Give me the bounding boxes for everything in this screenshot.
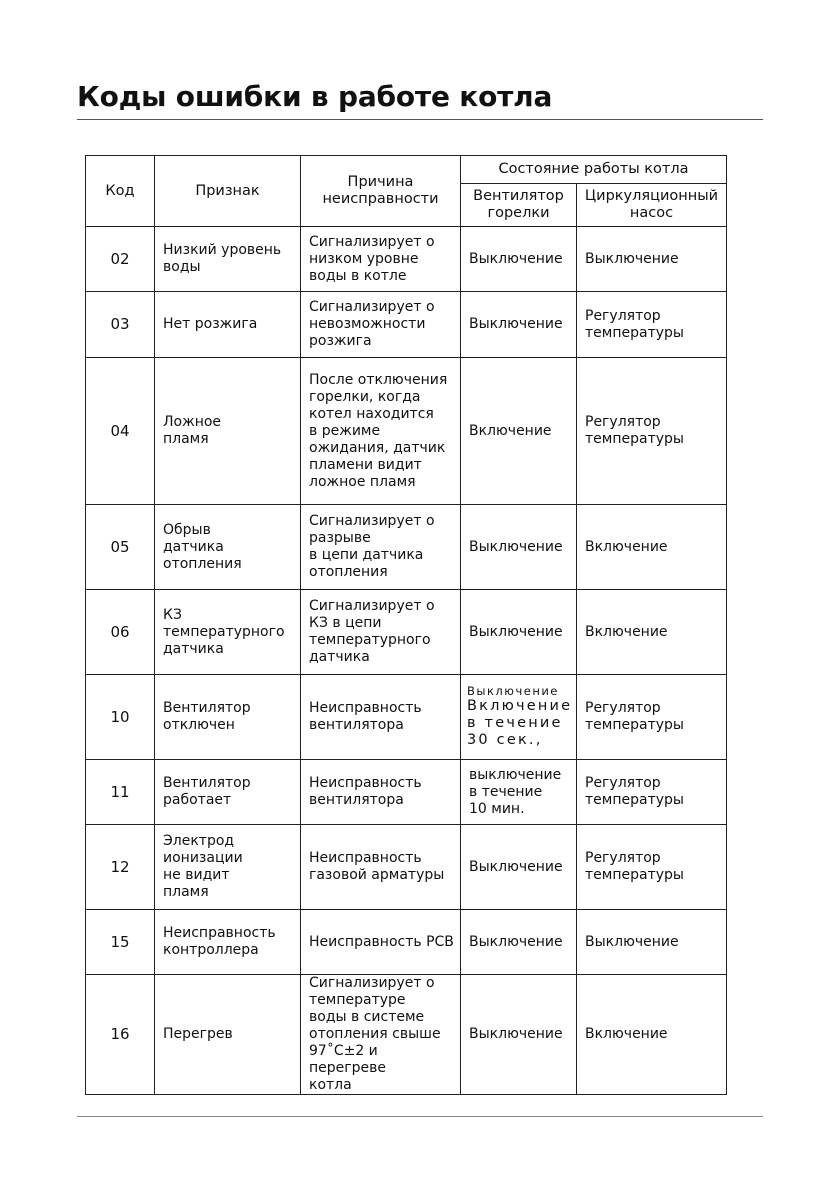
row-cause-text: Неисправность PCB	[309, 933, 454, 950]
row-symptom	[155, 910, 301, 975]
row-pump	[577, 590, 727, 675]
row-symptom	[155, 292, 301, 358]
row-fan	[461, 760, 577, 825]
row-cause-text: Сигнализирует о температуре воды в системе отопления свыше 97˚C±2 и перегреве котла	[309, 975, 441, 1093]
row-cause	[301, 227, 461, 292]
row-fan-text: Выключение	[469, 316, 563, 332]
row-cause	[301, 975, 461, 1095]
row-symptom	[155, 505, 301, 590]
row-symptom	[155, 675, 301, 760]
row-cause-text: Сигнализирует о КЗ в цепи температурного датчика	[309, 598, 435, 665]
row-fan	[461, 358, 577, 505]
row-cause-text: Неисправность вентилятора	[309, 700, 422, 733]
row-fan	[461, 292, 577, 358]
row-symptom-text: Вентилятор работает	[163, 775, 251, 808]
row-fan-text: Выключение	[469, 623, 563, 640]
title-divider	[77, 119, 763, 120]
row-symptom	[155, 590, 301, 675]
row-symptom-text: Ложное пламя	[163, 414, 222, 447]
row-code: 06	[86, 590, 155, 675]
row-pump	[577, 910, 727, 975]
row-pump	[577, 760, 727, 825]
row-cause-text: Неисправность газовой арматуры	[309, 850, 445, 883]
row-fan	[461, 825, 577, 910]
row-pump	[577, 292, 727, 358]
row-symptom-text: Нет розжига	[163, 316, 258, 332]
row-cause	[301, 910, 461, 975]
table-row	[86, 760, 727, 825]
row-code: 12	[86, 825, 155, 910]
row-pump-text: Регулятор температуры	[585, 700, 684, 733]
header-pump-text: Циркуляционный насос	[584, 188, 719, 221]
row-cause	[301, 825, 461, 910]
header-symptom: Признак	[155, 156, 301, 227]
row-code: 02	[86, 227, 155, 292]
row-cause	[301, 292, 461, 358]
row-fan-text: Выключение	[469, 1026, 563, 1042]
row-pump-text: Регулятор температуры	[585, 775, 684, 808]
row-symptom-text: Обрыв датчика отопления	[163, 521, 242, 572]
table-row	[86, 358, 727, 505]
row-pump	[577, 825, 727, 910]
row-pump	[577, 505, 727, 590]
row-cause	[301, 760, 461, 825]
row-code: 03	[86, 292, 155, 358]
row-fan-text: Включение	[469, 422, 552, 439]
row-cause	[301, 675, 461, 760]
row-fan	[461, 505, 577, 590]
row-pump-text: Включение	[585, 538, 668, 555]
error-codes-table	[85, 155, 727, 1095]
row-pump	[577, 675, 727, 760]
header-code: Код	[86, 156, 155, 227]
row-symptom	[155, 358, 301, 505]
header-pump	[577, 184, 727, 227]
row-fan-text: Выключение	[469, 538, 563, 555]
row-code: 16	[86, 975, 155, 1095]
header-cause-text: Причина неисправности	[322, 174, 439, 207]
row-pump	[577, 975, 727, 1095]
row-symptom-text: Низкий уровень воды	[163, 242, 282, 275]
row-fan	[461, 227, 577, 292]
row-cause	[301, 505, 461, 590]
row-cause-text: Сигнализирует о невозможности розжига	[309, 299, 435, 349]
header-fan	[461, 184, 577, 227]
page-title: Коды ошибки в работе котла	[77, 80, 553, 113]
row-symptom-text: Вентилятор отключен	[163, 700, 251, 733]
row-code: 10	[86, 675, 155, 760]
row-cause-text: После отключения горелки, когда котел находится в режиме ожидания, датчик пламени видит ложное пламя	[309, 371, 448, 490]
row-cause	[301, 358, 461, 505]
row-cause	[301, 590, 461, 675]
row-pump	[577, 358, 727, 505]
row-symptom-text: Неисправность контроллера	[163, 925, 276, 958]
table-row	[86, 675, 727, 760]
footer-divider	[77, 1116, 763, 1117]
row-code: 11	[86, 760, 155, 825]
header-fan-text: Вентилятор горелки	[473, 188, 564, 221]
row-symptom-text: Электрод ионизации не видит пламя	[163, 833, 243, 900]
row-fan-text: выключение в течение 10 мин.	[469, 766, 562, 817]
row-code: 05	[86, 505, 155, 590]
table-row	[86, 975, 727, 1095]
row-pump-text: Регулятор температуры	[585, 850, 684, 883]
table-row	[86, 825, 727, 910]
row-pump-text: Включение	[585, 623, 668, 640]
row-pump-text: Регулятор температуры	[585, 414, 684, 447]
row-fan-text: Включение в течение 30 сек.,	[467, 698, 573, 748]
row-fan	[461, 975, 577, 1095]
row-symptom-text: Перегрев	[163, 1026, 233, 1042]
row-fan-small-text: Выключение	[467, 684, 559, 698]
row-code: 04	[86, 358, 155, 505]
row-symptom-text: КЗ температурного датчика	[163, 606, 285, 657]
table-row	[86, 590, 727, 675]
row-fan	[461, 590, 577, 675]
row-pump	[577, 227, 727, 292]
row-fan-text: Выключение	[469, 250, 563, 267]
row-fan-text: Выключение	[469, 858, 563, 875]
table-row	[86, 505, 727, 590]
table-row	[86, 910, 727, 975]
row-cause-text: Неисправность вентилятора	[309, 775, 422, 808]
header-cause	[301, 156, 461, 227]
row-fan	[461, 910, 577, 975]
table-row	[86, 227, 727, 292]
row-symptom	[155, 760, 301, 825]
header-boiler-state: Состояние работы котла	[461, 156, 727, 184]
row-symptom	[155, 975, 301, 1095]
row-symptom	[155, 825, 301, 910]
row-pump-text: Регулятор температуры	[585, 307, 684, 341]
row-fan	[461, 675, 577, 760]
row-pump-text: Включение	[585, 1026, 668, 1042]
row-fan-text: Выключение	[469, 933, 563, 950]
row-pump-text: Выключение	[585, 250, 679, 267]
row-cause-text: Сигнализирует о низком уровне воды в котле	[309, 233, 435, 284]
row-code: 15	[86, 910, 155, 975]
row-symptom	[155, 227, 301, 292]
table-row	[86, 292, 727, 358]
row-pump-text: Выключение	[585, 933, 679, 950]
row-cause-text: Сигнализирует о разрыве в цепи датчика отопления	[309, 513, 435, 580]
